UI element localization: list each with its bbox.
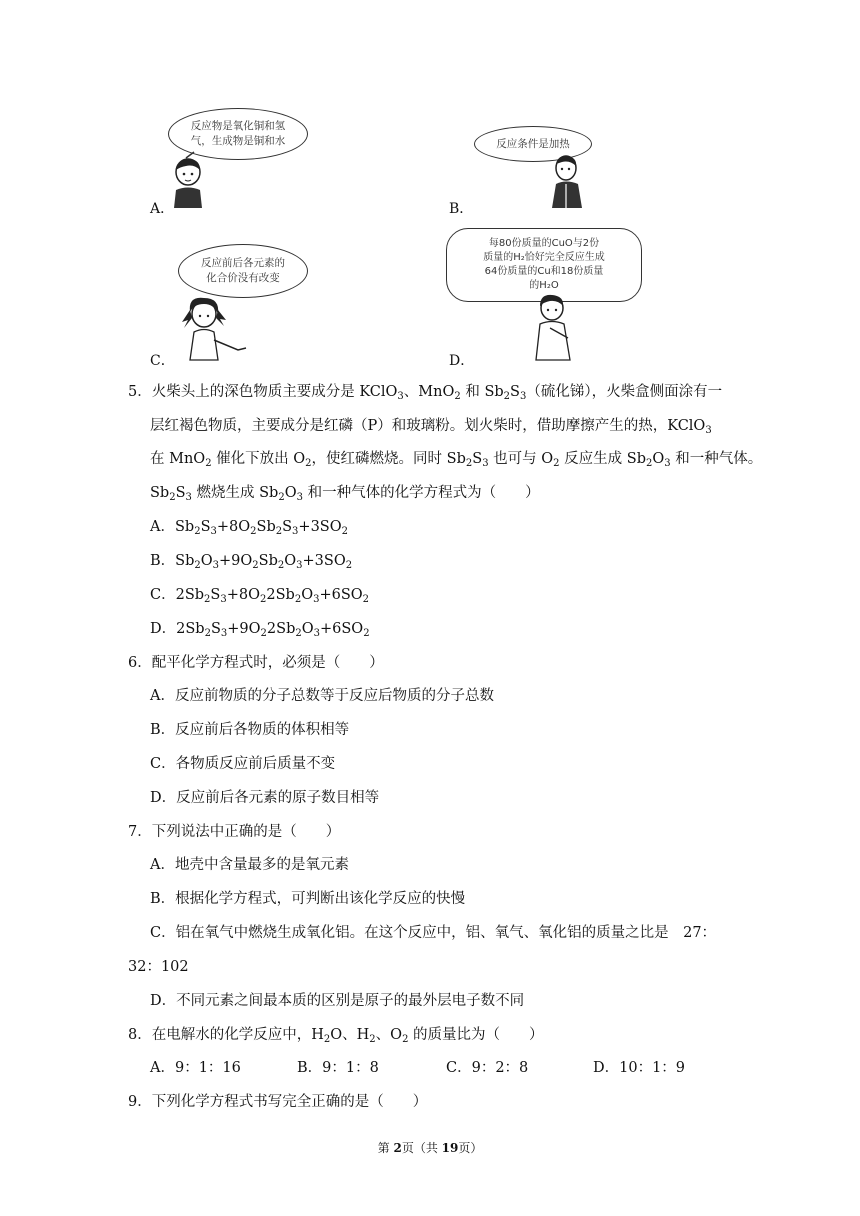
question-5-line-1: 5．火柴头上的深色物质主要成分是 KClO$_3$、MnO$_2$ 和 $Sb_2S_3$（硫化锑），火柴盒侧面涂有一	[128, 384, 723, 402]
option-a[interactable]: A．反应前物质的分子总数等于反应后物质的分子总数	[150, 688, 494, 704]
option-a[interactable]: A．$Sb_2S_3+8O_2Sb_2S_3+3SO_2$	[150, 519, 348, 537]
option-a[interactable]: A．地壳中含量最多的是氧元素	[150, 857, 349, 873]
speech-text: 化合价没有改变	[206, 272, 280, 284]
question-5-line-2: 层红褐色物质，主要成分是红磷（P）和玻璃粉。划火柴时，借助摩擦产生的热，KClO$_3$	[150, 418, 712, 436]
speech-bubble	[178, 244, 308, 298]
option-c[interactable]: C．9：2：8	[446, 1060, 529, 1076]
option-c[interactable]: C．$2Sb_2S_3+8O_22Sb_2O_3+6SO_2$	[150, 587, 370, 605]
question-5-line-3: 在 MnO$_2$ 催化下放出 $O_2$，使红磷燃烧。同时 $Sb_2S_3$ 也可与 $O_2$ 反应生成 $Sb_2O_3$ 和一种气体。	[150, 451, 763, 469]
speech-text: 反应条件是加热	[496, 137, 570, 150]
option-d[interactable]: D．反应前后各元素的原子数目相等	[150, 790, 380, 806]
speech-text: 气，生成物是铜和水	[190, 135, 286, 147]
option-c[interactable]: C．铝在氧气中燃烧生成氧化铝。在这个反应中，铝、氧气、氧化铝的质量之比是 27：	[150, 925, 717, 941]
speech-text: 每80份质量的CuO与2份	[488, 238, 600, 249]
question-9-stem: 9．下列化学方程式书写完全正确的是（ ）	[128, 1094, 428, 1110]
question-6-stem: 6．配平化学方程式时，必须是（ ）	[128, 655, 384, 671]
question-5-line-4: $Sb_2S_3$ 燃烧生成 $Sb_2O_3$ 和一种气体的化学方程式为（ ）	[150, 485, 540, 503]
option-d[interactable]: D．$2Sb_2S_3+9O_22Sb_2O_3+6SO_2$	[150, 621, 370, 639]
speech-text: 的H₂O	[529, 280, 559, 291]
option-d[interactable]: D．不同元素之间最本质的区别是原子的最外层电子数不同	[150, 993, 525, 1009]
speech-text: 质量的H₂恰好完全反应生成	[483, 252, 605, 263]
option-c[interactable]: C．各物质反应前后质量不变	[150, 756, 336, 772]
teacher-figure-icon	[548, 152, 588, 210]
option-letter: A．	[150, 201, 175, 217]
speech-text: 反应前后各元素的	[201, 257, 285, 269]
speech-bubble	[446, 228, 642, 302]
page-footer: 第 2页（共 19页）	[377, 1141, 483, 1155]
speech-text: 反应物是氧化铜和氢	[190, 120, 286, 132]
option-b[interactable]: B．反应前后各物质的体积相等	[150, 722, 350, 738]
boy-figure-icon	[530, 292, 580, 362]
option-letter: B．	[449, 201, 474, 217]
speech-text: 64份质量的Cu和18份质量	[484, 266, 604, 277]
question-7-stem: 7．下列说法中正确的是（ ）	[128, 824, 341, 840]
option-d[interactable]: D．10：1：9	[593, 1060, 686, 1076]
question-8-stem: 8．在电解水的化学反应中，$H_2O$、$H_2$、$O_2$ 的质量比为（ ）	[128, 1027, 544, 1045]
option-letter: C．	[150, 353, 175, 369]
option-b[interactable]: B．根据化学方程式，可判断出该化学反应的快慢	[150, 891, 466, 907]
option-c-continued: 32：102	[128, 959, 189, 975]
option-a[interactable]: A．9：1：16	[150, 1060, 241, 1076]
option-b[interactable]: B．9：1：8	[297, 1060, 379, 1076]
girl-figure-icon	[180, 292, 252, 362]
student-figure-icon	[168, 152, 218, 210]
option-letter: D．	[449, 353, 475, 369]
option-b[interactable]: B．$Sb_2O_3+9O_2Sb_2O_3+3SO_2$	[150, 553, 353, 571]
